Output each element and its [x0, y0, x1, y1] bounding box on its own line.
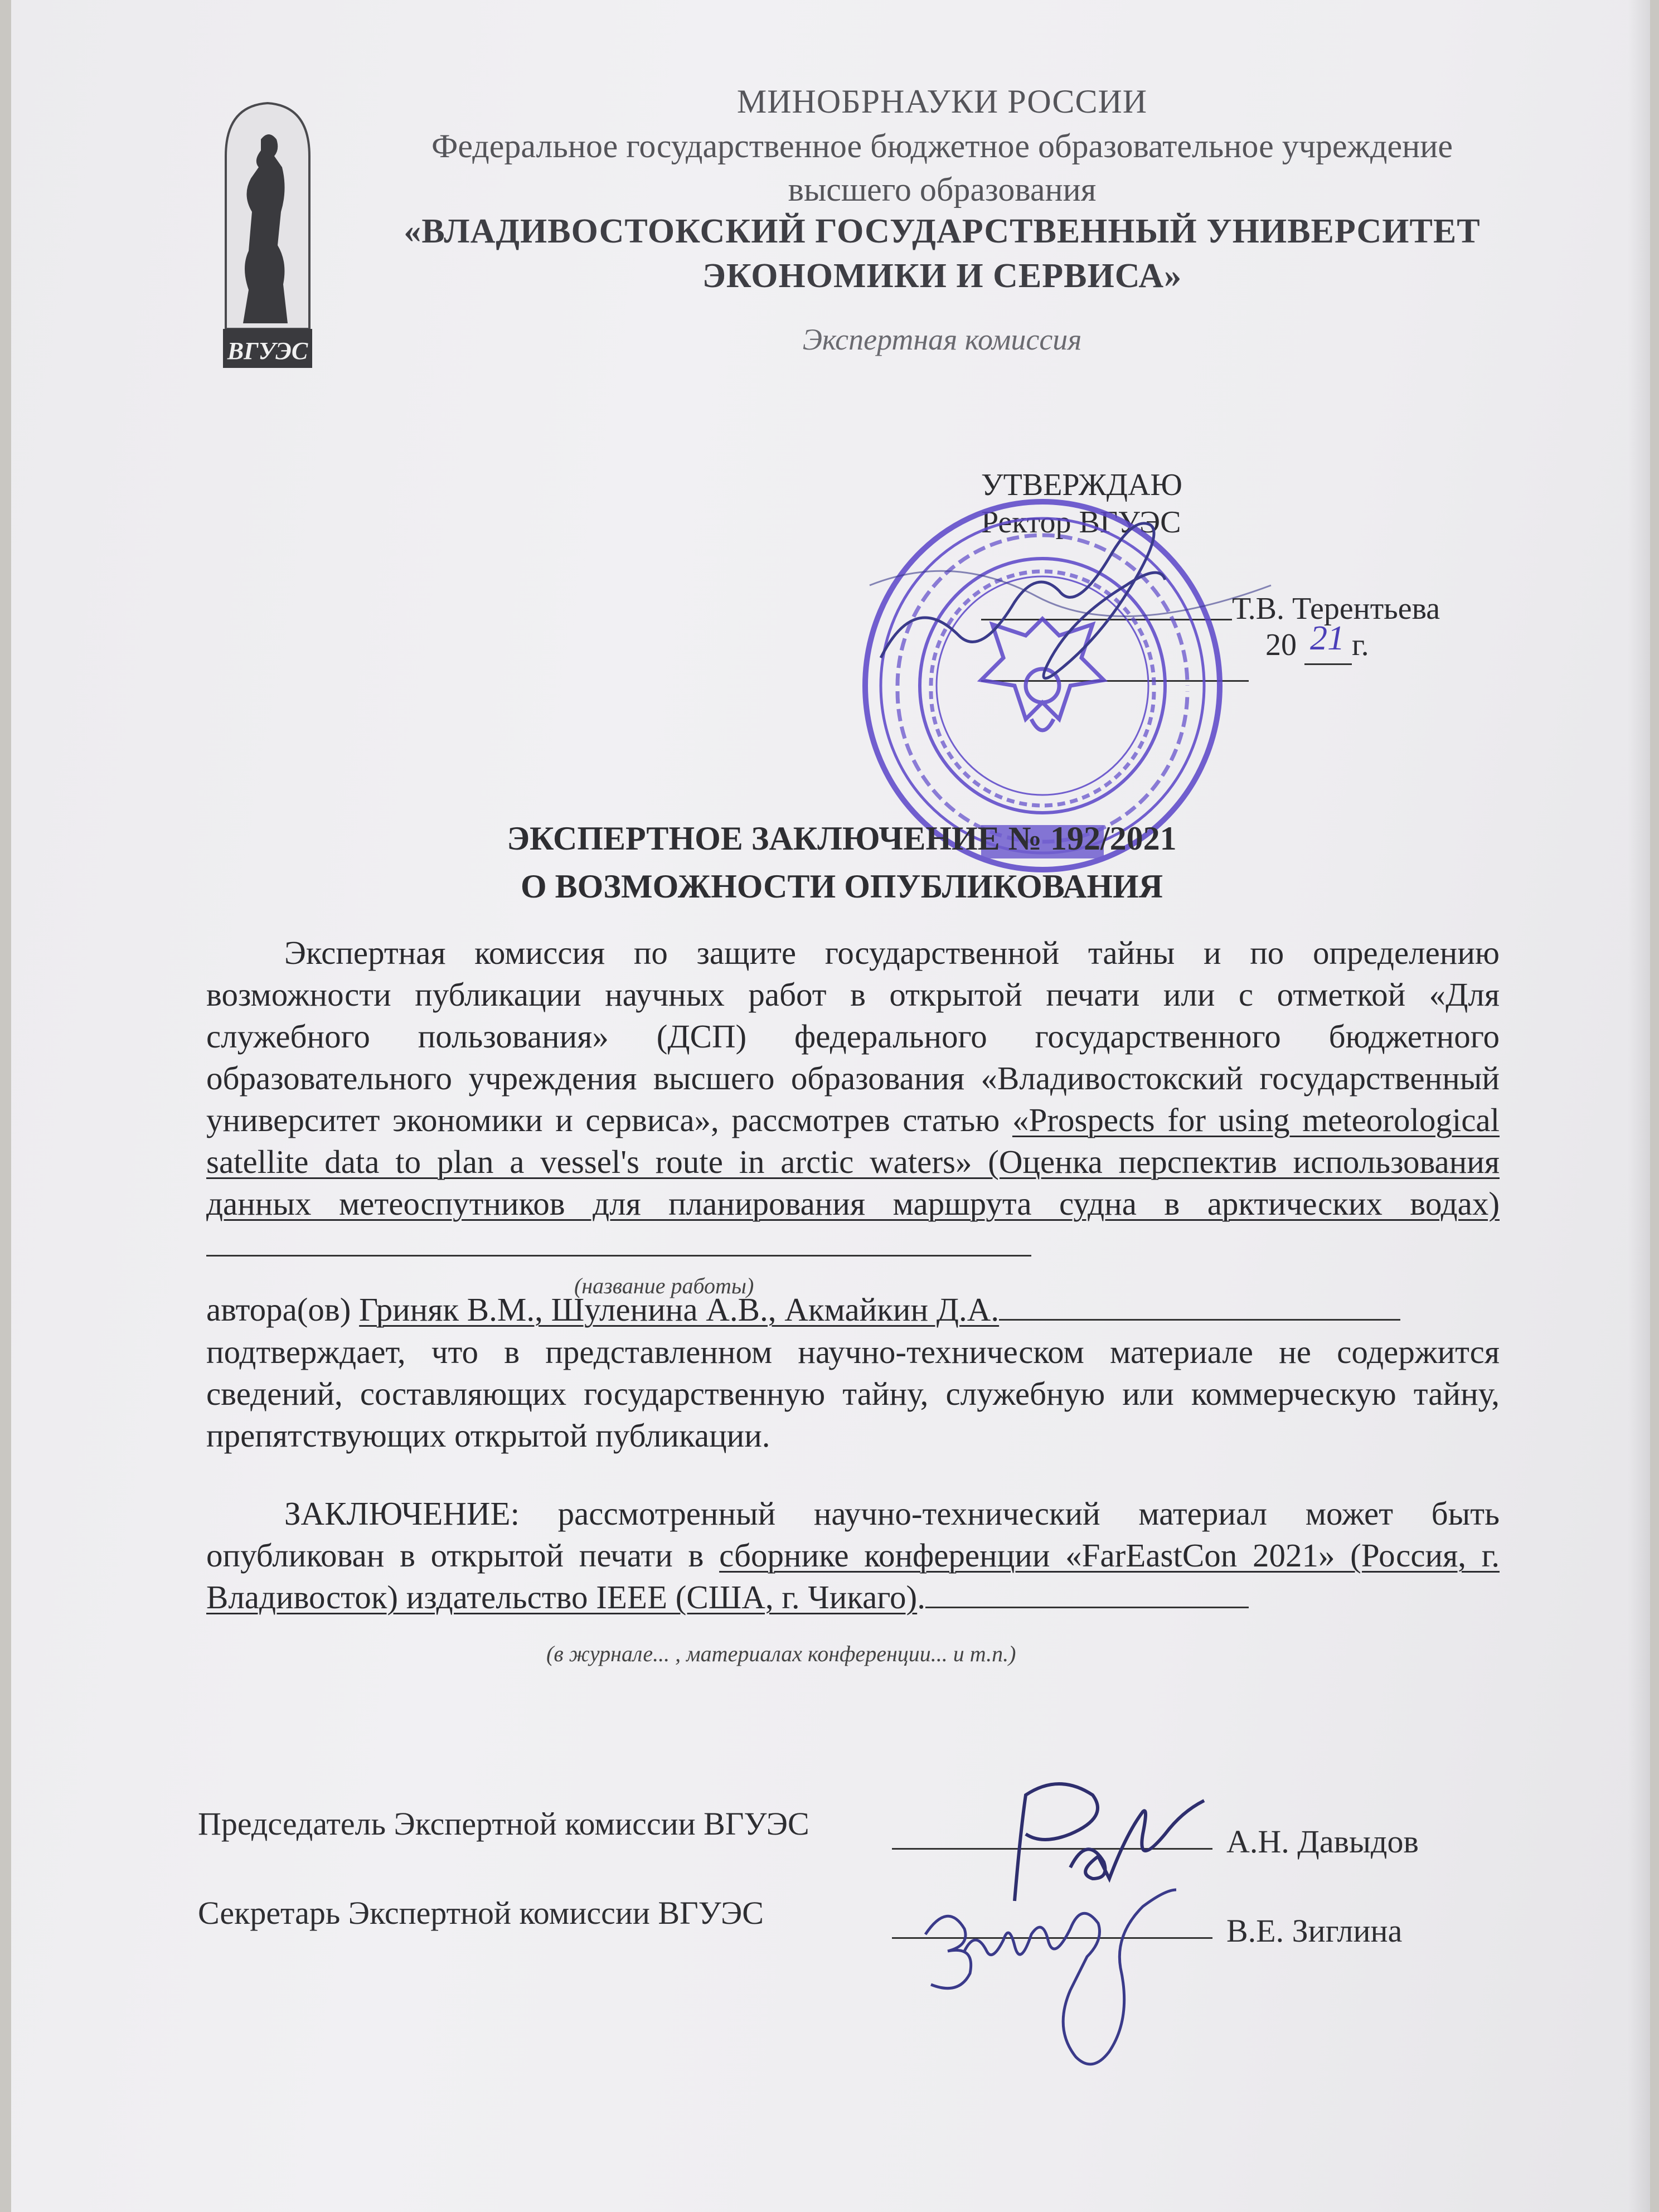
secretary-name: В.Е. Зиглина	[1226, 1913, 1403, 1949]
work-title-caption: (название работы)	[574, 1273, 754, 1298]
work-title-fill-line	[206, 1255, 1031, 1257]
chair-name: А.Н. Давыдов	[1226, 1823, 1419, 1860]
institution-type: Федеральное государственное бюджетное образовательное учреждение	[431, 128, 1453, 164]
secretary-signature	[903, 1884, 1215, 2107]
approval-year-underline	[1304, 663, 1352, 665]
approval-year-prefix: 20	[1265, 628, 1297, 662]
authors-label: автора(ов)	[206, 1291, 360, 1328]
paragraph-intro: Экспертная комиссия по защите государственной тайны и по определению возможности публикации научных работ в открытой печати или с отметкой «Для служебного пользования» (ДСП) федерального государственного бюджетного образовательного учреждения высшего образования «Владивостокский государственный университет экономики и сервиса», рассмотрев статью	[206, 934, 1500, 1138]
department-name: Экспертная комиссия	[802, 323, 1082, 356]
conclusion-paragraph	[206, 1493, 1500, 1618]
approval-year-handwritten: 21	[1310, 619, 1345, 657]
rector-signature	[858, 474, 1282, 708]
approval-year-suffix: г.	[1352, 628, 1369, 662]
confirmation-paragraph: подтверждает, что в представленном научно-техническом материале не содержится сведений, составляющих государственную тайну, служебную или коммерческую тайну, препятствующих открытой публикации.	[206, 1333, 1500, 1454]
expert-commission-paragraph	[206, 932, 1500, 1267]
publication-venue: сборнике конференции «FarEastCon 2021» (Россия, г. Владивосток) издательство IEEE (США, г. Чикаго)	[206, 1537, 1500, 1616]
institution-type-line2: высшего образования	[788, 171, 1097, 208]
publication-fill-line	[925, 1607, 1249, 1608]
authors-line	[206, 1291, 1483, 1329]
approval-word: УТВЕРЖДАЮ	[981, 468, 1182, 502]
work-title: «Prospects for using meteorological satellite data to plan a vessel's route in arctic waters» (Оценка перспектив использования данных метеоспутников для планирования маршрута судна в арктических водах)	[206, 1102, 1500, 1222]
publication-end: .	[917, 1579, 925, 1616]
document-subtitle: О ВОЗМОЖНОСТИ ОПУБЛИКОВАНИЯ	[520, 868, 1163, 905]
university-logo	[212, 95, 323, 373]
authors-fill-line	[999, 1319, 1400, 1321]
secretary-role: Секретарь Экспертной комиссии ВГУЭС	[198, 1895, 764, 1931]
rector-name: Т.В. Терентьева	[1232, 591, 1440, 626]
chair-role: Председатель Экспертной комиссии ВГУЭС	[198, 1806, 809, 1842]
university-name: «ВЛАДИВОСТОКСКИЙ ГОСУДАРСТВЕННЫЙ УНИВЕРСИТЕТ	[404, 212, 1481, 250]
conclusion-intro: ЗАКЛЮЧЕНИЕ: рассмотренный научно-технический материал может быть опубликован в открытой печати в	[206, 1495, 1500, 1574]
approval-position: Ректор ВГУЭС	[981, 505, 1181, 540]
logo-text: ВГУЭС	[227, 337, 308, 365]
document-title: ЭКСПЕРТНОЕ ЗАКЛЮЧЕНИЕ № 192/2021	[507, 820, 1177, 857]
publication-caption: (в журнале... , материалах конференции... и т.п.)	[546, 1641, 1016, 1666]
ministry-name: МИНОБРНАУКИ РОССИИ	[736, 83, 1148, 120]
page-edge-shadow	[1628, 0, 1650, 2212]
university-name-line2: ЭКОНОМИКИ И СЕРВИСА»	[702, 257, 1182, 295]
authors-names: Гриняк В.М., Шуленина А.В., Акмайкин Д.А.	[359, 1291, 1000, 1328]
